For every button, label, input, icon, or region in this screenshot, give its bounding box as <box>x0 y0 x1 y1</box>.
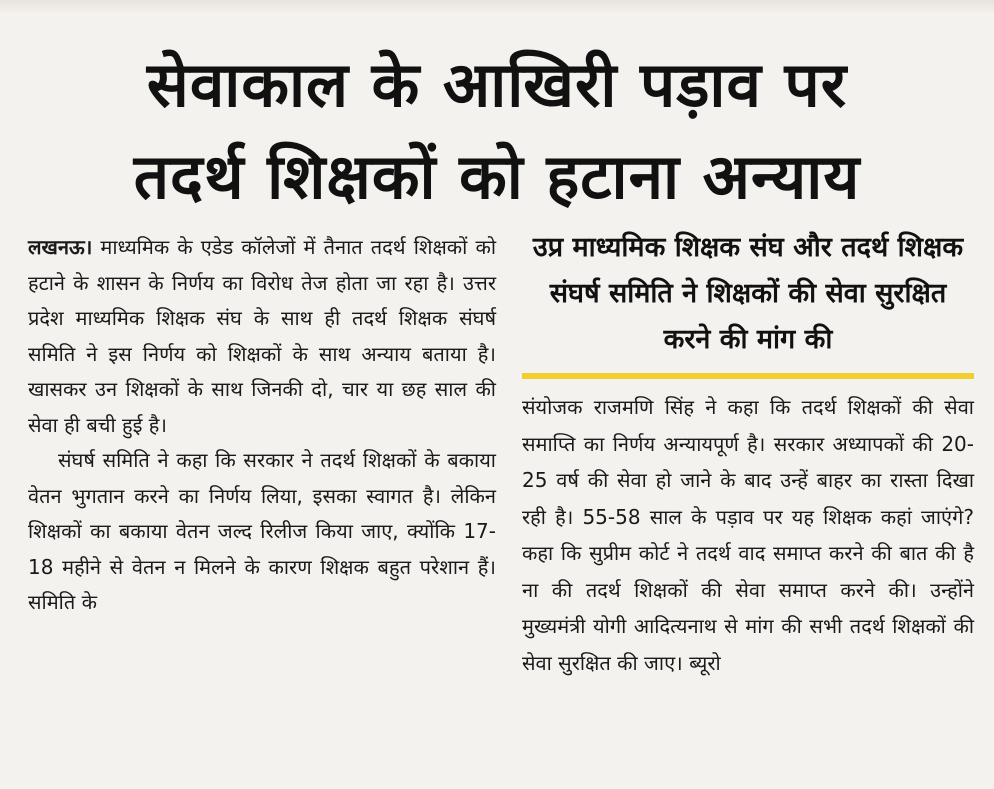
right-column <box>522 225 974 681</box>
dateline: लखनऊ। <box>28 235 93 259</box>
yellow-rule <box>522 373 974 379</box>
previous-article-edge <box>0 0 994 14</box>
headline-line-1: सेवाकाल के आखिरी पड़ाव पर <box>146 48 848 122</box>
paragraph-2: संघर्ष समिति ने कहा कि सरकार ने तदर्थ शिक्षकों के बकाया वेतन भुगतान करने का निर्णय लिया, इसका स्वागत है। लेकिन शिक्षकों का बकाया वेतन जल्द रिलीज किया जाए, क्योंकि 17-18 महीने से वेतन न मिलने के कारण शिक्षक बहुत परेशान हैं। समिति के <box>28 448 496 614</box>
next-article-headline-edge <box>220 770 980 789</box>
paragraph-1 <box>28 230 496 443</box>
paragraph-3: संयोजक राजमणि सिंह ने कहा कि तदर्थ शिक्षकों की सेवा समाप्ति का निर्णय अन्यायपूर्ण है। सरकार अध्यापकों की 20-25 वर्ष की सेवा हो जाने के बाद उन्हें बाहर का रास्ता दिखा रही है। 55-58 साल के पड़ाव पर यह शिक्षक कहां जाएंगे? कहा कि सुप्रीम कोर्ट ने तदर्थ वाद समाप्त करने की बात की है ना की तदर्थ शिक्षकों की सेवा समाप्त करने की। उन्होंने मुख्यमंत्री योगी आदित्यनाथ से मांग की सभी तदर्थ शिक्षकों की सेवा सुरक्षित की जाए। ब्यूरो <box>522 395 974 675</box>
headline <box>20 39 974 223</box>
left-column <box>28 230 496 621</box>
headline-line-2: तदर्थ शिक्षकों को हटाना अन्याय <box>133 140 861 214</box>
subheadline: उप्र माध्यमिक शिक्षक संघ और तदर्थ शिक्षक संघर्ष समिति ने शिक्षकों की सेवा सुरक्षित करने की मांग की <box>532 232 964 355</box>
paragraph-1-text: माध्यमिक के एडेड कॉलेजों में तैनात तदर्थ शिक्षकों को हटाने के शासन के निर्णय का विरोध तेज होता जा रहा है। उत्तर प्रदेश माध्यमिक शिक्षक संघ के साथ ही तदर्थ शिक्षक संघर्ष समिति ने इस निर्णय को शिक्षकों के साथ अन्याय बताया है। खासकर उन शिक्षकों के साथ जिनकी दो, चार या छह साल की सेवा ही बची हुई है। <box>28 235 496 437</box>
